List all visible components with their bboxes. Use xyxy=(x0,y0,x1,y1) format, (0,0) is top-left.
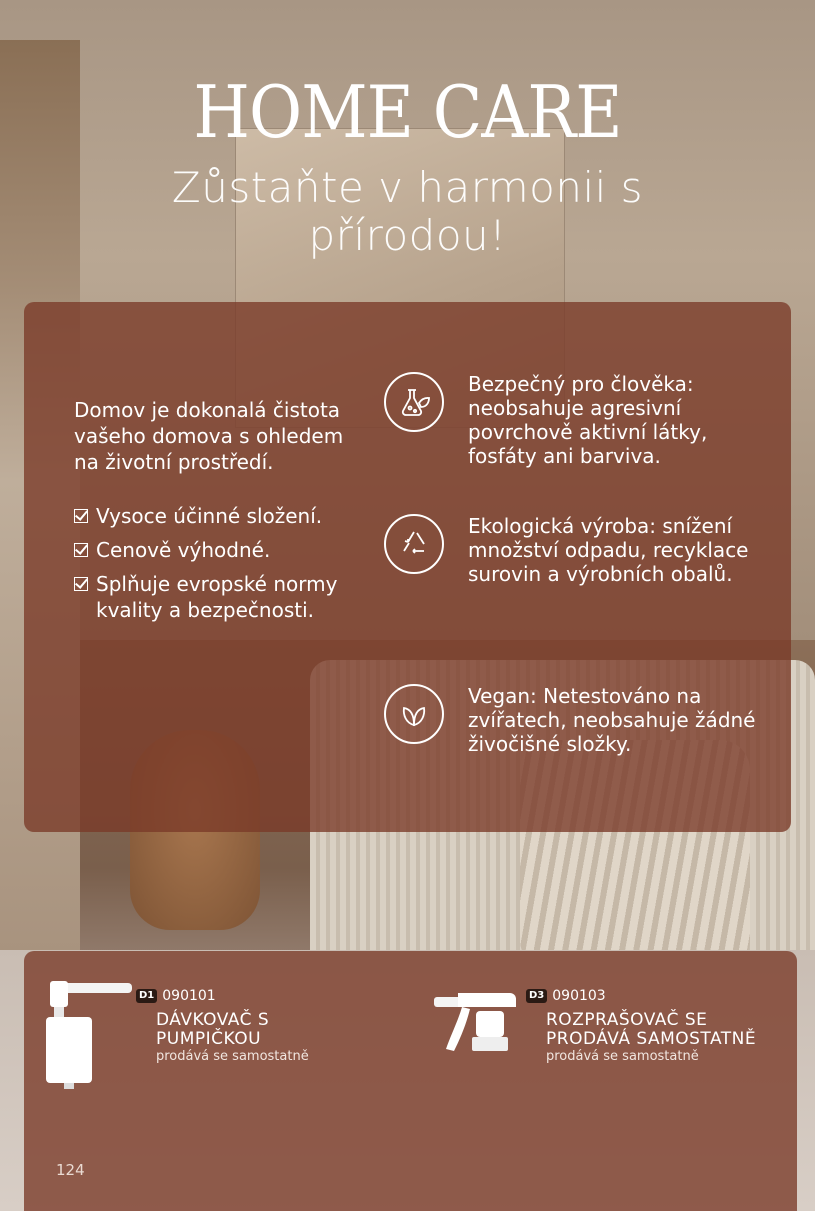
page-title: HOME CARE xyxy=(193,70,622,154)
benefit-text: Cenově výhodné. xyxy=(96,538,271,562)
product-info xyxy=(136,971,309,1091)
non-toxic-icon xyxy=(384,372,444,432)
pump-dispenser-image xyxy=(42,971,132,1091)
benefit-item xyxy=(74,571,344,623)
info-panel xyxy=(24,302,791,832)
product-note: prodává se samostatně xyxy=(546,1049,699,1064)
organic-icon xyxy=(384,514,444,574)
checkbox-icon xyxy=(74,543,88,557)
product-code-row xyxy=(526,987,756,1005)
spray-nozzle-image xyxy=(432,971,522,1091)
product-note: prodává se samostatně xyxy=(156,1049,309,1064)
subtitle-line-2: přírodou! xyxy=(308,211,507,260)
product-name-line-2: PRODÁVÁ SAMOSTATNĚ xyxy=(546,1029,757,1049)
checkbox-icon xyxy=(74,577,88,591)
benefit-text: Vysoce účinné složení. xyxy=(96,504,323,528)
feature-organic xyxy=(384,514,784,586)
subtitle-line-1: Zůstaňte v harmonii s xyxy=(171,163,644,212)
benefit-item xyxy=(74,537,344,563)
product-spray-nozzle xyxy=(432,971,756,1091)
feature-text: Vegan: Netestováno na zvířatech, neobsahuje žádné živočišné složky. xyxy=(468,684,756,756)
product-code: 090101 xyxy=(162,988,216,1004)
page-subtitle xyxy=(0,164,815,260)
accessories-panel xyxy=(24,951,797,1211)
page-number: 124 xyxy=(56,1161,85,1179)
page-header xyxy=(0,66,815,260)
product-name-line-1: DÁVKOVAČ S xyxy=(156,1010,270,1030)
benefit-text: Splňuje evropské normy kvality a bezpečnosti. xyxy=(96,572,338,622)
product-name xyxy=(546,1011,756,1049)
feature-text: Bezpečný pro člověka: neobsahuje agresivní povrchově aktivní látky, fosfáty ani barviva. xyxy=(468,372,708,468)
product-name-line-2: PUMPIČKOU xyxy=(156,1029,262,1049)
product-info xyxy=(526,971,756,1091)
product-code: 090103 xyxy=(552,988,606,1004)
feature-vegan xyxy=(384,684,784,756)
product-name-line-1: ROZPRAŠOVAČ SE xyxy=(546,1010,708,1030)
intro-column xyxy=(74,397,344,631)
benefits-list xyxy=(74,503,344,623)
product-tag: D1 xyxy=(136,989,157,1003)
vegan-icon xyxy=(384,684,444,744)
benefit-item xyxy=(74,503,344,529)
intro-text: Domov je dokonalá čistota vašeho domova s ohledem na životní prostředí. xyxy=(74,398,344,474)
product-code-row xyxy=(136,987,309,1005)
feature-non-toxic xyxy=(384,372,784,468)
product-tag: D3 xyxy=(526,989,547,1003)
product-name xyxy=(156,1011,309,1049)
product-pump-dispenser xyxy=(42,971,309,1091)
feature-text: Ekologická výroba: snížení množství odpadu, recyklace surovin a výrobních obalů. xyxy=(468,514,749,586)
checkbox-icon xyxy=(74,509,88,523)
